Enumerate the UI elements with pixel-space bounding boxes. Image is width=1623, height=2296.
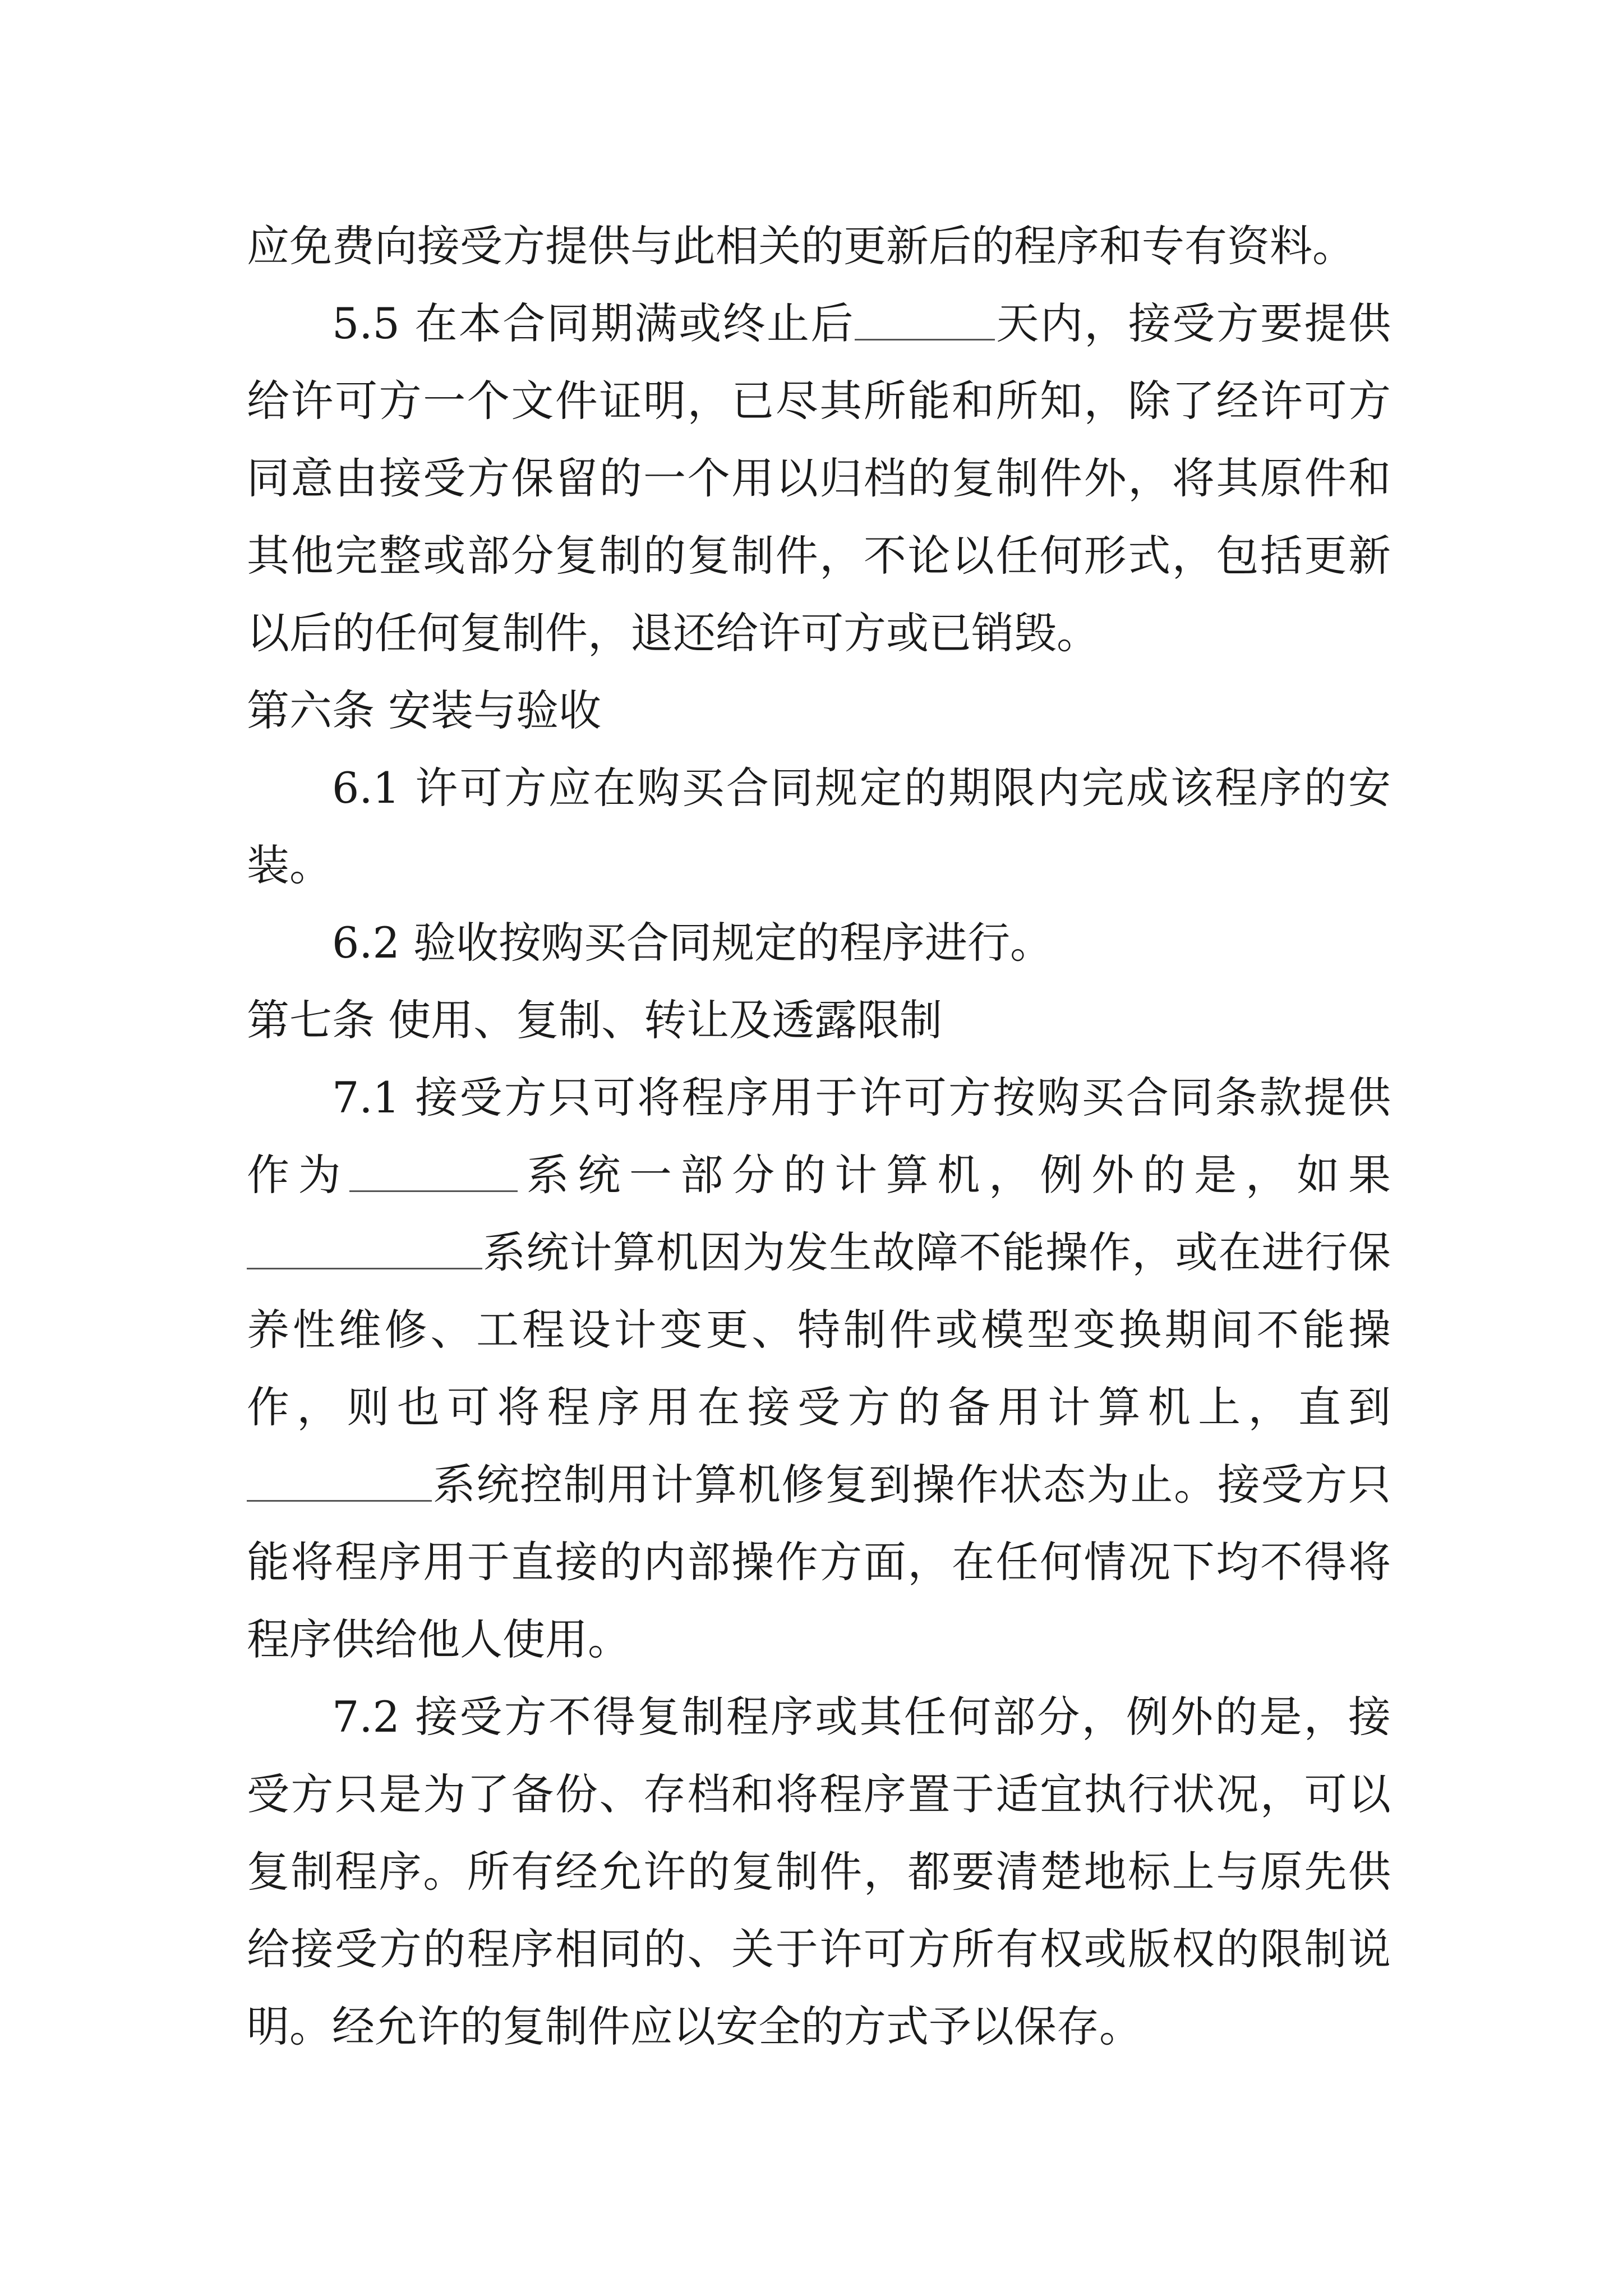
- paragraph-update-materials: [247, 208, 1391, 285]
- paragraph-text: 应免费向接受方提供与此相关的更新后的程序和专有资料。: [247, 221, 1355, 271]
- clause-7-2: [247, 1678, 1391, 2065]
- clause-5-5-text-start: 5.5 在本合同期满或终止后: [332, 298, 855, 348]
- clause-7-2-text: 7.2 接受方不得复制程序或其任何部分，例外的是，接受方只是为了备份、存档和将程序置于适宜执行状况，可以复制程序。所有经允许的复制件，都要清楚地标上与原先供给接受方的程序相同的、关于许可方所有权或版权的限制说明。经允许的复制件应以安全的方式予以保存。: [247, 1692, 1391, 2051]
- article-6-heading: [247, 672, 1391, 749]
- blank-system-field-3: [247, 1466, 432, 1502]
- clause-6-2-text: 6.2 验收按购买合同规定的程序进行。: [332, 918, 1053, 968]
- article-7-heading: [247, 982, 1391, 1059]
- blank-system-field-1: [349, 1157, 518, 1192]
- blank-days-field: [855, 305, 995, 341]
- clause-6-1-text: 6.1 许可方应在购买合同规定的期限内完成该程序的安装。: [247, 763, 1391, 890]
- clause-7-1-part-3: 系统计算机因为发生故障不能操作，或在进行保养性维修、工程设计变更、特制件或模型变换期间不能操作，则也可将程序用在接受方的备用计算机上，直到: [247, 1227, 1391, 1432]
- clause-6-1: [247, 749, 1391, 904]
- clause-7-1-part-1: 7.1 接受方只可将程序用于许可方按购买合同条款提供作为: [247, 1073, 1391, 1200]
- clause-7-1-part-4: 系统控制用计算机修复到操作状态为止。接受方只能将程序用于直接的内部操作方面，在任何情况下均不得将程序供给他人使用。: [247, 1460, 1391, 1664]
- clause-5-5: [247, 285, 1391, 672]
- heading-text: 第六条 安装与验收: [247, 685, 602, 735]
- clause-7-1: [247, 1059, 1391, 1678]
- blank-system-field-2: [247, 1234, 482, 1269]
- clause-6-2: [247, 904, 1391, 982]
- clause-5-5-text-end: 天内，接受方要提供给许可方一个文件证明，已尽其所能和所知，除了经许可方同意由接受方保留的一个用以归档的复制件外，将其原件和其他完整或部分复制的复制件，不论以任何形式，包括更新以后的任何复制件，退还给许可方或已销毁。: [247, 298, 1391, 658]
- document-body: [247, 208, 1391, 2065]
- clause-7-1-part-2: 系统一部分的计算机，例外的是，如果: [518, 1150, 1391, 1200]
- heading-text: 第七条 使用、复制、转让及透露限制: [247, 995, 943, 1045]
